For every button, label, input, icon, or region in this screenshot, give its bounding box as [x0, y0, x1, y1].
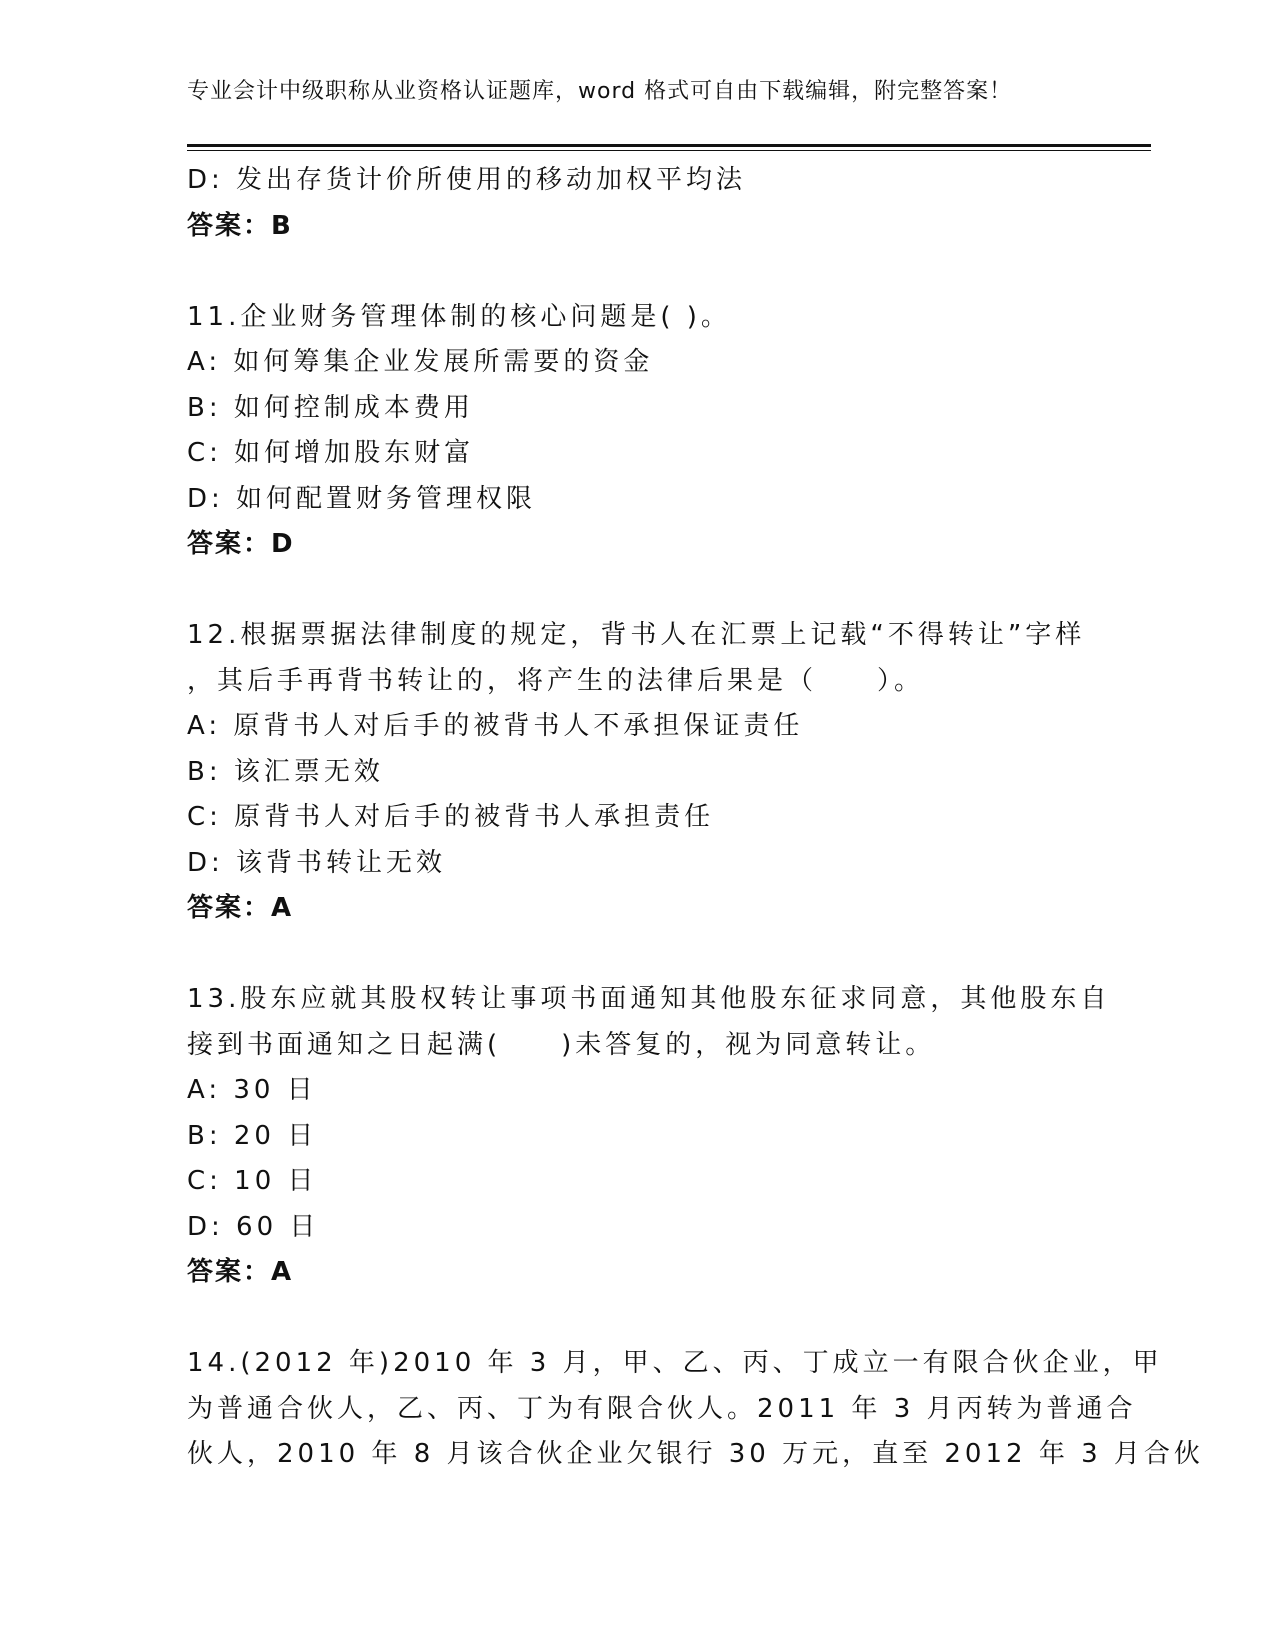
- blank-line: [187, 1296, 1127, 1342]
- header-rule-thin: [187, 150, 1151, 151]
- question-line: D: 60 日: [187, 1211, 320, 1242]
- answer-line: 答案：B: [187, 210, 293, 241]
- question-line: ，其后手再背书转让的，将产生的法律后果是（ ）。: [187, 665, 925, 696]
- question-line: C: 原背书人对后手的被背书人承担责任: [187, 802, 715, 832]
- question-line: D: 该背书转让无效: [187, 847, 447, 878]
- answer-line: 答案：A: [187, 893, 294, 923]
- header-rule-thick: [187, 144, 1151, 147]
- blank-line: [187, 932, 1127, 978]
- question-line: 14.(2012 年)2010 年 3 月，甲、乙、丙、丁成立一有限合伙企业，甲: [187, 1348, 1163, 1378]
- answer-line: 答案：D: [187, 529, 295, 559]
- question-line: 13.股东应就其股权转让事项书面通知其他股东征求同意，其他股东自: [187, 984, 1111, 1014]
- blank-line: [187, 568, 1127, 614]
- question-line: 接到书面通知之日起满( )未答复的，视为同意转让。: [187, 1029, 936, 1060]
- question-line: C: 10 日: [187, 1166, 318, 1196]
- question-line: B: 如何控制成本费用: [187, 392, 474, 423]
- question-line: D: 如何配置财务管理权限: [187, 483, 537, 514]
- answer-line: 答案：A: [187, 1257, 294, 1287]
- question-line: A: 原背书人对后手的被背书人不承担保证责任: [187, 711, 804, 741]
- blank-line: [187, 249, 1127, 295]
- question-line: 11.企业财务管理体制的核心问题是( )。: [187, 301, 731, 332]
- question-line: B: 20 日: [187, 1120, 318, 1151]
- question-line: A: 如何筹集企业发展所需要的资金: [187, 347, 654, 377]
- page-header: 专业会计中级职称从业资格认证题库，word 格式可自由下载编辑，附完整答案！: [187, 79, 1013, 104]
- question-line: C: 如何增加股东财富: [187, 438, 475, 468]
- question-content: [187, 158, 1204, 1478]
- question-line: B: 该汇票无效: [187, 756, 384, 787]
- question-line: 12.根据票据法律制度的规定，背书人在汇票上记载“不得转让”字样: [187, 620, 1086, 650]
- question-line: D: 发出存货计价所使用的移动加权平均法: [187, 165, 747, 195]
- question-line: A: 30 日: [187, 1075, 317, 1105]
- question-line: 为普通合伙人，乙、丙、丁为有限合伙人。2011 年 3 月丙转为普通合: [187, 1393, 1137, 1424]
- question-line: 伙人，2010 年 8 月该合伙企业欠银行 30 万元，直至 2012 年 3 月合伙: [187, 1439, 1204, 1469]
